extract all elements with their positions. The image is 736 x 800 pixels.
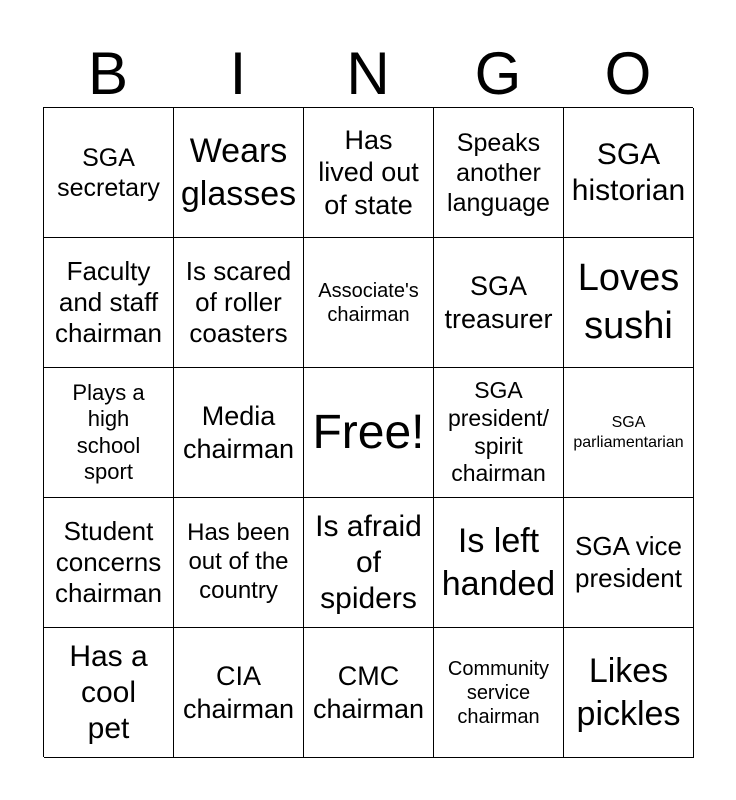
bingo-cell[interactable]: Student concerns chairman bbox=[44, 498, 174, 628]
header-letter-b: B bbox=[87, 40, 129, 107]
bingo-cell[interactable]: SGA parliamentarian bbox=[564, 368, 694, 498]
bingo-cell[interactable]: Community service chairman bbox=[434, 628, 564, 758]
bingo-cell[interactable]: Has lived out of state bbox=[304, 108, 434, 238]
bingo-cell[interactable]: Has a cool pet bbox=[44, 628, 174, 758]
bingo-cell[interactable]: SGA president/ spirit chairman bbox=[434, 368, 564, 498]
bingo-cell[interactable]: Likes pickles bbox=[564, 628, 694, 758]
bingo-cell[interactable]: SGA vice president bbox=[564, 498, 694, 628]
free-space[interactable]: Free! bbox=[304, 368, 434, 498]
bingo-cell[interactable]: Associate's chairman bbox=[304, 238, 434, 368]
bingo-cell[interactable]: Wears glasses bbox=[174, 108, 304, 238]
bingo-cell[interactable]: SGA historian bbox=[564, 108, 694, 238]
bingo-cell[interactable]: CIA chairman bbox=[174, 628, 304, 758]
bingo-cell[interactable]: Is scared of roller coasters bbox=[174, 238, 304, 368]
bingo-cell[interactable]: Is afraid of spiders bbox=[304, 498, 434, 628]
bingo-cell[interactable]: Media chairman bbox=[174, 368, 304, 498]
bingo-cell[interactable]: Has been out of the country bbox=[174, 498, 304, 628]
bingo-header bbox=[43, 40, 693, 108]
bingo-cell[interactable]: CMC chairman bbox=[304, 628, 434, 758]
bingo-cell[interactable]: SGA secretary bbox=[44, 108, 174, 238]
bingo-cell[interactable]: Loves sushi bbox=[564, 238, 694, 368]
bingo-board bbox=[43, 107, 693, 757]
header-letter-g: G bbox=[474, 40, 522, 107]
bingo-cell[interactable]: Is left handed bbox=[434, 498, 564, 628]
header-letter-n: N bbox=[346, 40, 390, 107]
bingo-cell[interactable]: Faculty and staff chairman bbox=[44, 238, 174, 368]
header-letter-o: O bbox=[604, 40, 652, 107]
bingo-cell[interactable]: Speaks another language bbox=[434, 108, 564, 238]
bingo-cell[interactable]: Plays a high school sport bbox=[44, 368, 174, 498]
header-letter-i: I bbox=[229, 40, 247, 107]
bingo-cell[interactable]: SGA treasurer bbox=[434, 238, 564, 368]
